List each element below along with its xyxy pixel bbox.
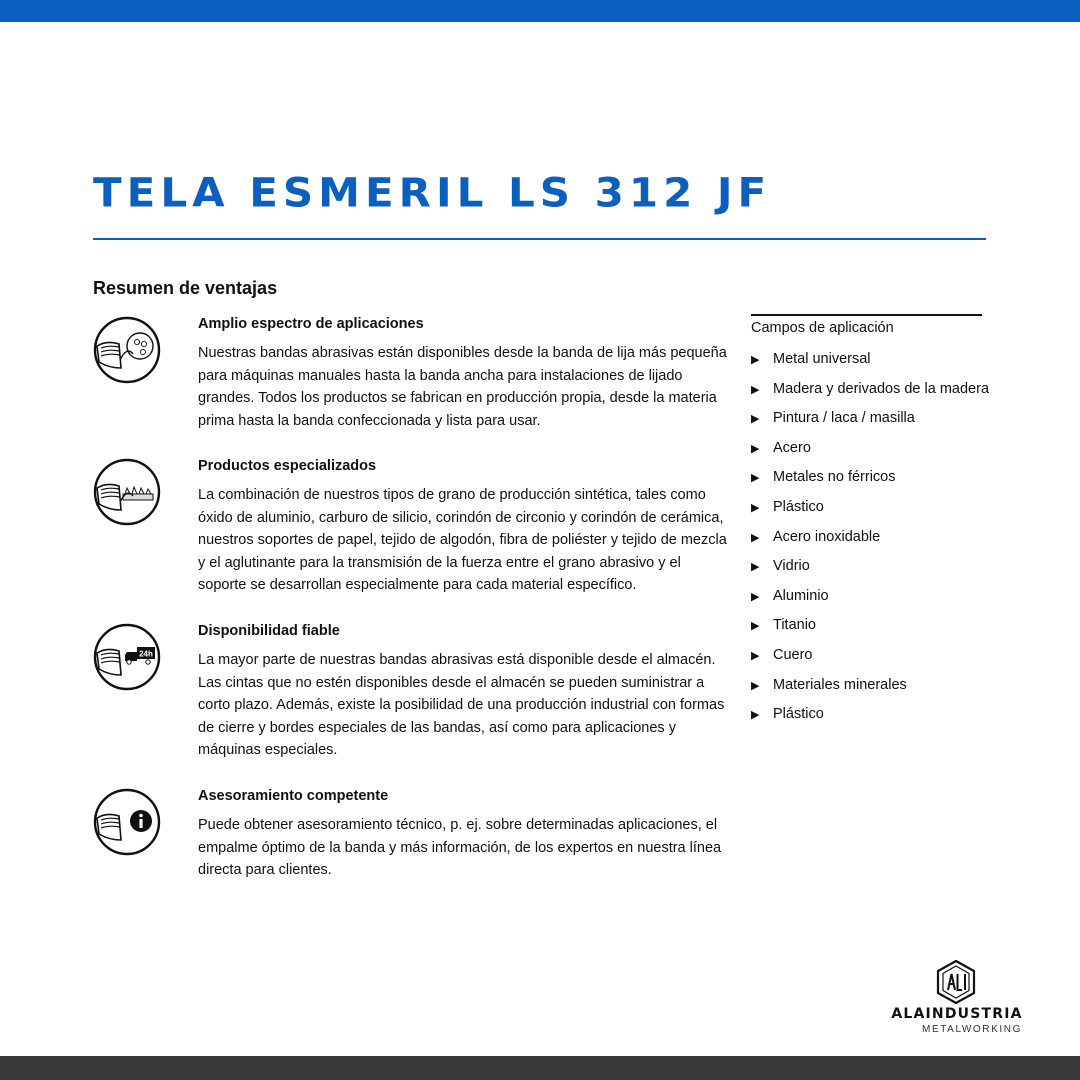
top-accent-bar [0,0,1080,22]
grit-circles-icon [93,316,161,384]
list-item [751,466,989,496]
page-title: TELA ESMERIL LS 312 JF [93,169,772,216]
advantage-title: Amplio espectro de aplicaciones [198,316,424,332]
delivery-truck-24h-icon [93,623,161,691]
bullet-arrow-icon: ▶ [751,620,760,633]
bullet-arrow-icon: ▶ [751,679,760,692]
summary-heading: Resumen de ventajas [93,278,278,298]
advantage-title: Disponibilidad fiable [198,623,340,639]
list-item [751,407,989,437]
bullet-arrow-icon: ▶ [751,561,760,574]
bullet-arrow-icon: ▶ [751,531,760,544]
list-item-label: Metal universal [773,351,871,367]
bullet-arrow-icon: ▶ [751,709,760,722]
bullet-arrow-icon: ▶ [751,383,760,396]
svg-text:24h: 24h [139,649,153,659]
advantage-text: Nuestras bandas abrasivas están disponibles desde la banda de lija más pequeña para máquinas manuales hasta la banda ancha para instalaciones de lijado grandes. Todos los productos se fabrican en producción propia, desde la materia prima hasta la banda confeccionada y lista para usar. [198,345,727,429]
bullet-arrow-icon: ▶ [751,354,760,366]
brand-subtitle: METALWORKING [922,1024,1022,1035]
list-item-label: Aluminio [773,587,829,604]
brand-logo [868,958,1046,1038]
list-item-label: Vidrio [773,558,810,575]
list-item [751,644,989,674]
list-item-label: Metales no férricos [773,469,896,486]
advantage-item [93,316,733,446]
list-item-label: Plástico [773,498,824,515]
bullet-arrow-icon: ▶ [751,501,760,514]
list-item-label: Plástico [773,706,824,723]
list-item-label: Madera y derivados de la madera [773,380,990,397]
bullet-arrow-icon: ▶ [751,649,760,662]
advantage-item [93,788,733,888]
list-item-label: Titanio [773,617,816,634]
bullet-arrow-icon: ▶ [751,442,760,455]
application-fields-list [751,348,989,733]
application-fields-title: Campos de aplicación [751,320,894,336]
list-item [751,585,989,615]
bullet-arrow-icon: ▶ [751,413,760,426]
list-item [751,526,989,556]
advantage-text: La mayor parte de nuestras bandas abrasivas está disponible desde el almacén. Las cintas que no estén disponibles desde el almacén se pueden suministrar a corto plazo. Además, existe la posibilidad de una producción industrial con formas de cierre y bordes especiales de las bandas, así como para aplicaciones y máquinas especiales. [198,652,725,758]
list-item [751,674,989,704]
title-divider [93,238,986,240]
application-fields-divider [751,314,982,316]
list-item [751,703,989,733]
list-item [751,437,989,467]
advantage-text: Puede obtener asesoramiento técnico, p. ej. sobre determinadas aplicaciones, el empalme óptimo de la banda y más información, de los expertos en nuestra línea directa para clientes. [198,817,722,878]
footer-bar [0,1056,1080,1080]
list-item [751,378,989,408]
advantage-title: Productos especializados [198,458,377,474]
advantage-item [93,623,733,773]
list-item-label: Acero [773,439,811,456]
advantage-title: Asesoramiento competente [198,788,389,804]
brand-mark-icon [936,960,976,1004]
list-item-label: Materiales minerales [773,676,907,693]
info-icon [93,788,161,856]
list-item [751,496,989,526]
list-item [751,555,989,585]
advantage-text: La combinación de nuestros tipos de grano de producción sintética, tales como óxido de aluminio, carburo de silicio, corindón de circonio y corindón de cerámica, nuestros soportes de papel, tejido de algodón, fibra de poliéster y tejido de mezcla y el aglutinante para la transmisión de la fuerza entre el grano abrasivo y el soporte se desarrollan especialmente para cada material específico. [198,487,727,593]
list-item [751,614,989,644]
list-item [751,348,989,378]
brand-name: ALAINDUSTRIA [891,1006,1023,1022]
bullet-arrow-icon: ▶ [751,472,760,485]
abrasive-grain-icon [93,458,161,526]
advantage-item [93,458,733,608]
bullet-arrow-icon: ▶ [751,590,760,603]
list-item-label: Pintura / laca / masilla [773,410,915,427]
list-item-label: Acero inoxidable [773,528,881,545]
list-item-label: Cuero [773,646,813,663]
